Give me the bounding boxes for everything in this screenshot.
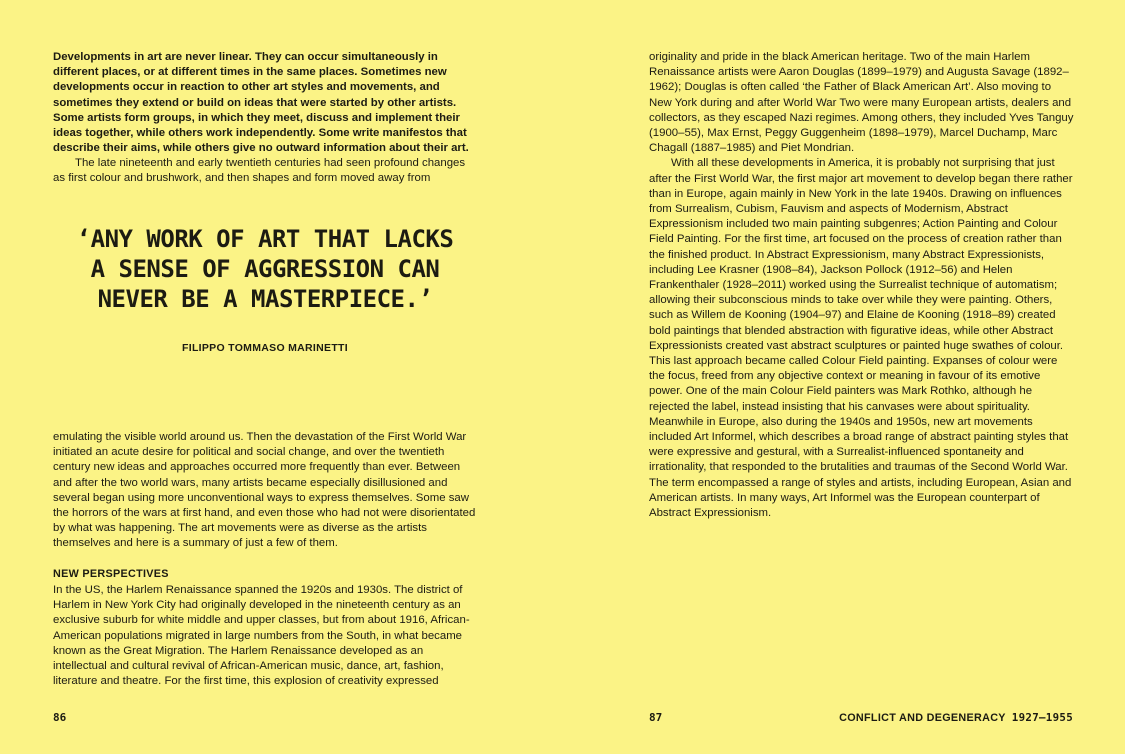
running-head: [839, 711, 1073, 724]
body-paragraph-continued: [53, 430, 477, 552]
intro-text: Developments in art are never linear. They can occur simultaneously in different places, or at different times in the same places. Sometimes new developments occur in reaction to other art styles and movements, and sometimes they extend or build on ideas that were started by other artists. Some artists form groups, in which they meet, discuss and implement their ideas together, while others work independently. Some write manifestos that describe their aims, while others give no outward information about their art.: [53, 51, 469, 155]
pull-quote: [53, 224, 477, 354]
left-page: [0, 0, 562, 754]
section-paragraph: [53, 583, 477, 689]
running-head-title: CONFLICT AND DEGENERACY: [839, 712, 1006, 724]
right-page: [562, 0, 1125, 754]
right-column: [649, 50, 1075, 521]
right-text-paragraph-two: With all these developments in America, it is probably not surprising that just after the First World War, the first major art movement to develop began there rather than in Europe, again mainly in New York in the late 1940s. Drawing on influences from Surrealism, Cubism, Fauvism and aspects of Modernism, Abstract Expressionism included two main painting subgenres; Action Painting and Colour Field Painting. For the first time, art focused on the process of creation rather than the finished product. In Abstract Expressionism, many Abstract Expressionists, including Lee Krasner (1908–84), Jackson Pollock (1912–56) and Helen Frankenthaler (1928–2011) worked using the Surrealist technique of automatism; allowing their subconscious minds to take over while they were painting. Others, such as Willem de Kooning (1904–97) and Elaine de Kooning (1918–89) created bold paintings that blended abstraction with figurative ideas, while other Abstract Expressionists created vast abstract sculptures or painted huge swathes of colour. This last approach became called Colour Field painting. Expanses of colour were the focus, freed from any objective context or meaning in favour of its emotive power. One of the main Colour Field painters was Mark Rothko, although he rejected the label, instead insisting that his canvases were about spirituality. Meanwhile in Europe, also during the 1940s and 1950s, new art movements included Art Informel, which describes a broad range of abstract painting styles that were expressive and gestural, with a Surrealist-influenced spontaneity and irrationality, that responded to the brutalities and traumas of the Second World War. The term encompassed a range of styles and artists, including European, Asian and American artists. In many ways, Art Informel was the European counterpart of Abstract Expressionism.: [649, 157, 1073, 520]
body-text-continued: emulating the visible world around us. Then the devastation of the First World War initiated an acute desire for political and social change, and over the twentieth century new ideas and approaches occurred more frequently than ever. Between and after the two world wars, many artists became especially disillusioned and several began using more unconventional ways to express themselves. Some saw the horrors of the wars at first hand, and even those who had not were disorientated by what was happening. The art movements were as diverse as the artists themselves and here is a summary of just a few of them.: [53, 431, 476, 550]
body-text-start: The late nineteenth and early twentieth centuries had seen profound changes as first colour and brushwork, and then shapes and form moved away from: [53, 157, 466, 185]
page-number-right: 87: [649, 711, 663, 724]
body-paragraph-start: [53, 156, 477, 186]
page-number-left: 86: [53, 711, 67, 724]
running-head-dates: 1927–1955: [1011, 711, 1073, 724]
pull-quote-attribution: FILIPPO TOMMASO MARINETTI: [182, 342, 348, 354]
section-text: In the US, the Harlem Renaissance spanned the 1920s and 1930s. The district of Harlem in New York City had originally developed in the nineteenth century as an exclusive suburb for white middle and upper classes, but from about 1916, African-American populations migrated in large numbers from the South, in what became known as the Great Migration. The Harlem Renaissance developed as an intellectual and cultural revival of African-American music, dance, art, fashion, literature and theatre. For the first time, this explosion of creativity expressed: [53, 584, 470, 688]
intro-paragraph: [53, 50, 477, 156]
section-heading: NEW PERSPECTIVES: [53, 568, 169, 580]
pull-quote-text: ‘ANY WORK OF ART THAT LACKS A SENSE OF AGGRESSION CAN NEVER BE A MASTERPIECE.’: [76, 225, 454, 313]
right-text-continued: originality and pride in the black American heritage. Two of the main Harlem Renaissance artists were Aaron Douglas (1899–1979) and Augusta Savage (1892–1962); Douglas is often called ‘the Father of Black American Art’. Also moving to New York during and after World War Two were many European artists, dealers and collectors, as they escaped Nazi regimes. Among others, they included Yves Tanguy (1900–55), Max Ernst, Peggy Guggenheim (1898–1979), Marcel Duchamp, Marc Chagall (1887–1985) and Piet Mondrian.: [649, 51, 1074, 155]
